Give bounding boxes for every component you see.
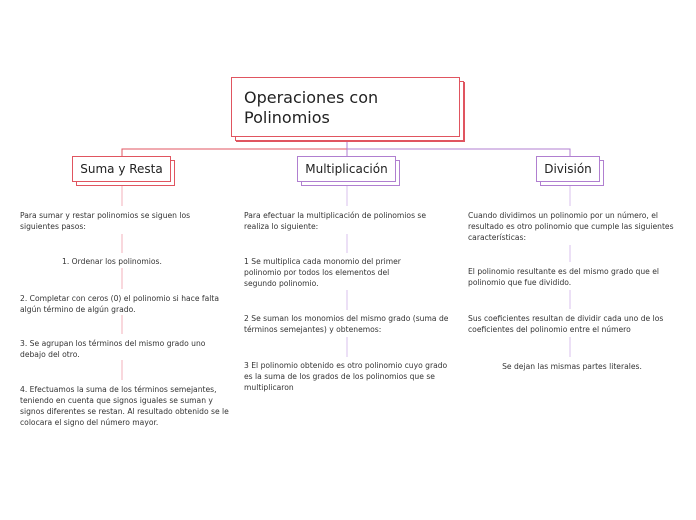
suma-node-step-1[interactable]: 1. Ordenar los polinomios. xyxy=(62,257,162,266)
connector-root-suma xyxy=(122,142,347,156)
branch-suma-label: Suma y Resta xyxy=(80,162,163,176)
branch-mult-label: Multiplicación xyxy=(305,162,388,176)
branch-division[interactable] xyxy=(536,156,600,182)
branch-multiplicacion[interactable] xyxy=(297,156,396,182)
branch-div-label: División xyxy=(544,162,592,176)
root-topic-title: Operaciones con Polinomios xyxy=(244,88,379,127)
suma-node-step-4[interactable]: 4. Efectuamos la suma de los términos semejantes, teniendo en cuenta que signos iguales se suman y signos diferentes se restan. Al resultado obtenido se le colocara el signo del número mayor. xyxy=(20,385,229,427)
div-node-point-2[interactable]: Sus coeficientes resultan de dividir cada uno de los coeficientes del polinomio entre el número xyxy=(468,314,664,334)
mult-node-step-1[interactable]: 1 Se multiplica cada monomio del primer polinomio por todos los elementos del segundo polinomio. xyxy=(244,257,401,288)
root-topic[interactable] xyxy=(231,77,460,137)
mult-node-intro[interactable]: Para efectuar la multiplicación de polinomios se realiza lo siguiente: xyxy=(244,211,427,231)
mult-node-step-2[interactable]: 2 Se suman los monomios del mismo grado (suma de términos semejantes) y obtenemos: xyxy=(244,314,449,334)
suma-node-intro[interactable]: Para sumar y restar polinomios se siguen los siguientes pasos: xyxy=(20,211,191,231)
mult-node-step-3[interactable]: 3 El polinomio obtenido es otro polinomio cuyo grado es la suma de los grados de los polinomios que se multiplicaron xyxy=(244,361,448,392)
branch-suma-y-resta[interactable] xyxy=(72,156,171,182)
connector-root-division xyxy=(347,149,570,156)
suma-node-step-2[interactable]: 2. Completar con ceros (0) el polinomio si hace falta algún término de algún grado. xyxy=(20,294,219,314)
div-node-intro[interactable]: Cuando dividimos un polinomio por un número, el resultado es otro polinomio que cumple las siguientes características: xyxy=(468,211,674,242)
suma-node-step-3[interactable]: 3. Se agrupan los términos del mismo grado uno debajo del otro. xyxy=(20,339,206,359)
div-node-point-1[interactable]: El polinomio resultante es del mismo grado que el polinomio que fue dividido. xyxy=(468,267,660,287)
div-node-point-3[interactable]: Se dejan las mismas partes literales. xyxy=(502,362,642,371)
